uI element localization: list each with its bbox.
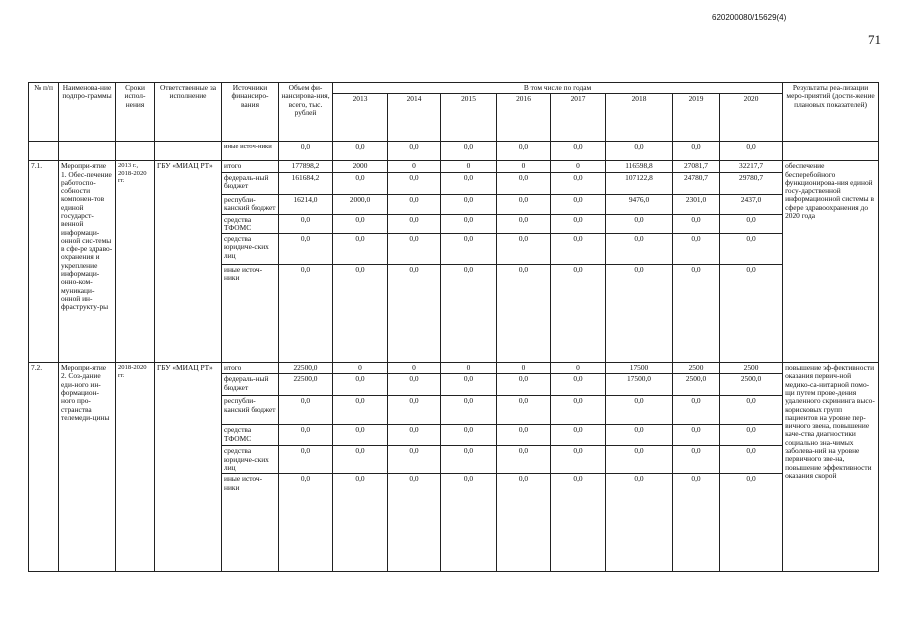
total-cell: 0,0 <box>279 396 333 425</box>
value-cell: 0,0 <box>497 194 551 214</box>
col-terms-header: Сроки испол-нения <box>116 83 155 142</box>
value-cell: 0,0 <box>441 214 497 234</box>
value-cell: 0,0 <box>497 142 551 161</box>
value-cell: 0,0 <box>388 194 441 214</box>
value-cell: 0,0 <box>497 234 551 265</box>
col-results-header: Результаты реа-лизации меро-приятий (дости-жение плановых показателей) <box>783 83 879 142</box>
value-cell: 0,0 <box>497 214 551 234</box>
year-header: 2014 <box>388 94 441 142</box>
value-cell: 17500 <box>606 363 673 374</box>
value-cell: 0,0 <box>497 396 551 425</box>
value-cell: 0,0 <box>333 234 388 265</box>
value-cell: 0,0 <box>333 172 388 194</box>
item-responsible: ГБУ «МИАЦ РТ» <box>155 161 222 363</box>
value-cell: 0,0 <box>333 265 388 363</box>
col-num-header: № п/п <box>29 83 59 142</box>
value-cell: 2500 <box>673 363 720 374</box>
value-cell: 0,0 <box>333 142 388 161</box>
value-cell: 0,0 <box>606 265 673 363</box>
total-cell: 22500,0 <box>279 374 333 396</box>
value-cell: 0,0 <box>551 374 606 396</box>
value-cell: 0 <box>333 363 388 374</box>
value-cell: 0,0 <box>441 194 497 214</box>
value-cell: 0,0 <box>388 265 441 363</box>
value-cell: 0,0 <box>441 446 497 474</box>
year-header: 2016 <box>497 94 551 142</box>
financing-table <box>28 82 879 572</box>
value-cell: 0,0 <box>551 214 606 234</box>
value-cell: 0,0 <box>441 172 497 194</box>
source-cell: иные источ-ники <box>222 265 279 363</box>
value-cell: 0,0 <box>333 474 388 572</box>
total-cell: 0,0 <box>279 214 333 234</box>
table-row <box>29 161 879 172</box>
total-cell: 0,0 <box>279 474 333 572</box>
item-terms: 2018-2020 гг. <box>116 363 155 572</box>
value-cell: 0,0 <box>388 396 441 425</box>
total-cell: 0,0 <box>279 425 333 446</box>
value-cell: 0,0 <box>551 396 606 425</box>
header-row <box>29 83 879 94</box>
value-cell: 0,0 <box>441 265 497 363</box>
empty-cell <box>116 142 155 161</box>
value-cell: 0,0 <box>720 142 783 161</box>
empty-cell <box>783 142 879 161</box>
total-cell: 177898,2 <box>279 161 333 172</box>
source-cell: иные источ-ники <box>222 474 279 572</box>
item-result: обеспечение бесперебойного функционирова-ния единой госу-дарственной информационной системы в сфере здравоохранения до 2020 года <box>783 161 879 363</box>
source-cell: средства ТФОМС <box>222 425 279 446</box>
item-responsible: ГБУ «МИАЦ РТ» <box>155 363 222 572</box>
source-cell: средства юридиче-ских лиц <box>222 234 279 265</box>
value-cell: 0 <box>497 161 551 172</box>
value-cell: 107122,8 <box>606 172 673 194</box>
value-cell: 0,0 <box>441 474 497 572</box>
source-cell: федераль-ный бюджет <box>222 172 279 194</box>
total-cell: 0,0 <box>279 142 333 161</box>
item-name: Меропри-ятие 1. Обес-печение работоспо-собности компонен-тов единой государст-венной информаци-онной сис-темы в сфе-ре здраво-охранения и укрепление информаци-онно-ком-муникаци-онной ин-фраструкту-ры <box>59 161 116 363</box>
value-cell: 0,0 <box>720 474 783 572</box>
total-cell: 22500,0 <box>279 363 333 374</box>
value-cell: 0,0 <box>606 234 673 265</box>
value-cell: 2437,0 <box>720 194 783 214</box>
value-cell: 0,0 <box>388 446 441 474</box>
value-cell: 0,0 <box>441 374 497 396</box>
value-cell: 2500 <box>720 363 783 374</box>
value-cell: 0,0 <box>673 265 720 363</box>
total-cell: 0,0 <box>279 265 333 363</box>
value-cell: 0,0 <box>606 396 673 425</box>
value-cell: 0,0 <box>606 425 673 446</box>
col-sources-header: Источники финансиро-вания <box>222 83 279 142</box>
value-cell: 0,0 <box>551 172 606 194</box>
year-header: 2017 <box>551 94 606 142</box>
value-cell: 2000 <box>333 161 388 172</box>
value-cell: 0,0 <box>497 474 551 572</box>
value-cell: 0,0 <box>720 214 783 234</box>
value-cell: 0,0 <box>333 374 388 396</box>
value-cell: 2500,0 <box>673 374 720 396</box>
value-cell: 0,0 <box>551 474 606 572</box>
value-cell: 0 <box>388 363 441 374</box>
value-cell: 0,0 <box>441 142 497 161</box>
source-cell: итого <box>222 161 279 172</box>
value-cell: 0,0 <box>606 446 673 474</box>
value-cell: 0,0 <box>388 474 441 572</box>
empty-cell <box>155 142 222 161</box>
item-name: Меропри-ятие 2. Соз-дание еди-ного ин-формацион-ного про-странства телемеди-цины <box>59 363 116 572</box>
source-cell: иные источ-ники <box>222 142 279 161</box>
year-header: 2015 <box>441 94 497 142</box>
source-cell: средства ТФОМС <box>222 214 279 234</box>
value-cell: 0,0 <box>551 194 606 214</box>
value-cell: 24780,7 <box>673 172 720 194</box>
value-cell: 0,0 <box>388 142 441 161</box>
value-cell: 0,0 <box>388 374 441 396</box>
year-header: 2018 <box>606 94 673 142</box>
value-cell: 0,0 <box>720 425 783 446</box>
value-cell: 0,0 <box>720 265 783 363</box>
value-cell: 0,0 <box>497 446 551 474</box>
value-cell: 0,0 <box>333 396 388 425</box>
value-cell: 116598,8 <box>606 161 673 172</box>
value-cell: 0,0 <box>551 425 606 446</box>
value-cell: 0 <box>551 161 606 172</box>
item-number: 7.1. <box>29 161 59 363</box>
total-cell: 0,0 <box>279 446 333 474</box>
value-cell: 17500,0 <box>606 374 673 396</box>
value-cell: 0,0 <box>720 446 783 474</box>
value-cell: 0 <box>551 363 606 374</box>
value-cell: 0,0 <box>388 214 441 234</box>
value-cell: 0,0 <box>606 214 673 234</box>
col-responsible-header: Ответственные за исполнение <box>155 83 222 142</box>
table-row <box>29 363 879 374</box>
value-cell: 0,0 <box>388 234 441 265</box>
total-cell: 161684,2 <box>279 172 333 194</box>
value-cell: 0,0 <box>673 425 720 446</box>
value-cell: 0 <box>441 363 497 374</box>
value-cell: 0,0 <box>497 425 551 446</box>
value-cell: 0,0 <box>497 265 551 363</box>
year-header: 2020 <box>720 94 783 142</box>
value-cell: 0,0 <box>720 234 783 265</box>
value-cell: 0,0 <box>673 446 720 474</box>
value-cell: 0,0 <box>606 474 673 572</box>
value-cell: 0,0 <box>441 396 497 425</box>
value-cell: 0,0 <box>673 234 720 265</box>
table-row <box>29 142 879 161</box>
value-cell: 29780,7 <box>720 172 783 194</box>
value-cell: 0,0 <box>551 142 606 161</box>
value-cell: 0,0 <box>388 172 441 194</box>
value-cell: 0,0 <box>441 234 497 265</box>
value-cell: 0,0 <box>333 446 388 474</box>
col-volume-header: Объем фи-нансирова-ния, всего, тыс. рублей <box>279 83 333 142</box>
value-cell: 2500,0 <box>720 374 783 396</box>
value-cell: 0,0 <box>551 446 606 474</box>
value-cell: 0,0 <box>551 234 606 265</box>
source-cell: федераль-ный бюджет <box>222 374 279 396</box>
value-cell: 0,0 <box>673 142 720 161</box>
value-cell: 2301,0 <box>673 194 720 214</box>
value-cell: 27081,7 <box>673 161 720 172</box>
value-cell: 0,0 <box>497 374 551 396</box>
value-cell: 0,0 <box>388 425 441 446</box>
item-result: повышение эф-фективности оказания первич-ной медико-са-нитарной помо-щи путем прове-дения удаленного скрининга высо-корисковых групп пациентов на уровне пер-вичного звена, повышение каче-ства диагностики социально зна-чимых заболева-ний на уровне первичного зве-на, повышение эффективности оказания скорой <box>783 363 879 572</box>
item-number: 7.2. <box>29 363 59 572</box>
empty-cell <box>29 142 59 161</box>
col-name-header: Наименова-ние подпро-граммы <box>59 83 116 142</box>
value-cell: 0,0 <box>333 214 388 234</box>
source-cell: республи-канский бюджет <box>222 396 279 425</box>
total-cell: 16214,0 <box>279 194 333 214</box>
value-cell: 0,0 <box>551 265 606 363</box>
value-cell: 32217,7 <box>720 161 783 172</box>
value-cell: 0 <box>441 161 497 172</box>
value-cell: 0,0 <box>673 214 720 234</box>
col-by-years-header: В том числе по годам <box>333 83 783 94</box>
source-cell: итого <box>222 363 279 374</box>
value-cell: 0,0 <box>441 425 497 446</box>
empty-cell <box>59 142 116 161</box>
value-cell: 0,0 <box>606 142 673 161</box>
year-header: 2019 <box>673 94 720 142</box>
value-cell: 0,0 <box>673 474 720 572</box>
value-cell: 0,0 <box>497 172 551 194</box>
document-id: 620200080/15629(4) <box>712 13 787 22</box>
page-number: 71 <box>868 32 881 47</box>
value-cell: 0,0 <box>673 396 720 425</box>
value-cell: 0,0 <box>333 425 388 446</box>
value-cell: 0 <box>388 161 441 172</box>
total-cell: 0,0 <box>279 234 333 265</box>
value-cell: 9476,0 <box>606 194 673 214</box>
value-cell: 0 <box>497 363 551 374</box>
value-cell: 0,0 <box>720 396 783 425</box>
source-cell: республи-канский бюджет <box>222 194 279 214</box>
value-cell: 2000,0 <box>333 194 388 214</box>
item-terms: 2013 г., 2018-2020 гг. <box>116 161 155 363</box>
year-header: 2013 <box>333 94 388 142</box>
source-cell: средства юридиче-ских лиц <box>222 446 279 474</box>
